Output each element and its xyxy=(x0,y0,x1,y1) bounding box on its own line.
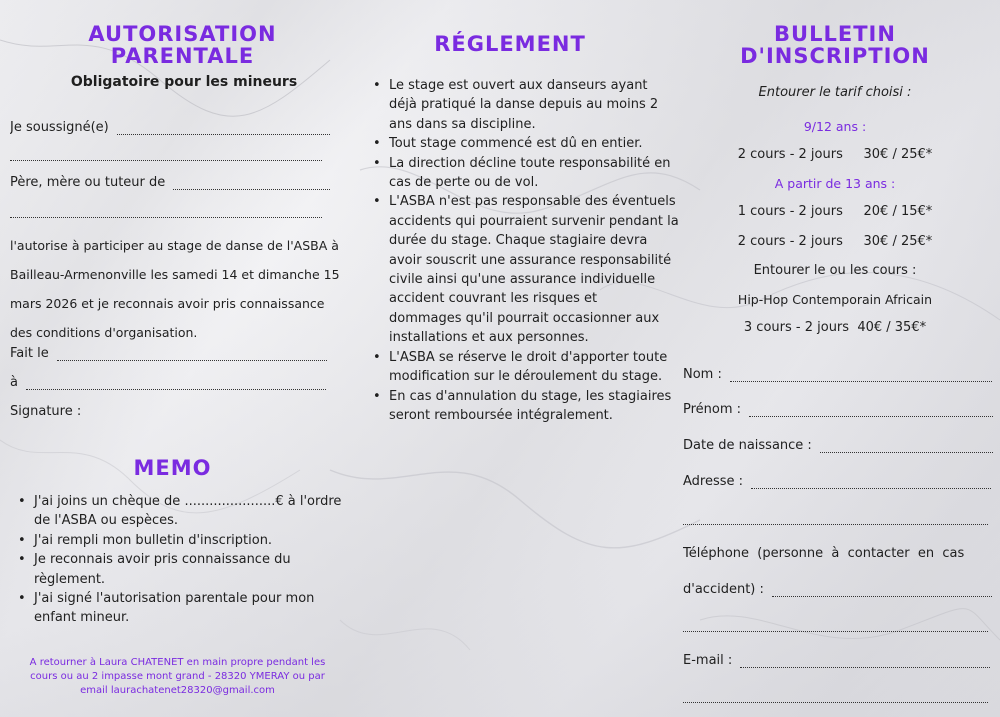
reglement-line: déjà pratiqué la danse depuis au moins 2 xyxy=(389,97,659,113)
memo-item xyxy=(34,531,354,550)
reglement-line: durée du stage. Chaque stagiaire devra xyxy=(389,233,648,249)
tarif-option-1[interactable]: 2 cours - 2 jours 30€ / 25€* xyxy=(737,147,933,162)
tarif-option-3[interactable]: 2 cours - 2 jours 30€ / 25€* xyxy=(737,234,933,249)
reglement-title: RÉGLEMENT xyxy=(434,32,586,56)
naissance-label: Date de naissance : xyxy=(683,438,812,453)
reglement-item xyxy=(389,192,679,347)
prenom-field[interactable] xyxy=(683,402,993,417)
reglement-line: seront remboursée intégralement. xyxy=(389,407,613,423)
reglement-line: dommages qu'il pourrait occasionner aux xyxy=(389,310,660,326)
bulletin-title-line1: BULLETIN xyxy=(774,22,896,46)
autorisation-title-line1: AUTORISATION xyxy=(88,22,277,46)
reglement-list xyxy=(371,76,679,425)
telephone-dotted-line-2 xyxy=(683,619,988,632)
reglement-line: • L'ASBA n'est pas responsable des éventuels xyxy=(389,194,676,210)
memo-list xyxy=(16,492,354,628)
reglement-line: cas de perte ou de vol. xyxy=(389,175,539,191)
telephone-field-line2[interactable] xyxy=(683,617,993,632)
memo-footer xyxy=(10,656,345,698)
memo-item-line: règlement. xyxy=(34,571,106,587)
reglement-line: • La direction décline toute responsabilité en xyxy=(389,155,671,171)
lieu-label: à xyxy=(10,375,18,390)
adresse-dotted-line-2 xyxy=(683,512,988,525)
body-line: Bailleau-Armenonville les samedi 14 et dimanche 15 xyxy=(10,267,340,282)
memo-item-line: • J'ai joins un chèque de ......................€ à l'ordre xyxy=(34,494,342,509)
reglement-line: • Tout stage commencé est dû en entier. xyxy=(389,136,643,152)
adresse-field-line2[interactable] xyxy=(683,510,993,525)
reglement-item xyxy=(389,348,679,387)
email-label: E-mail : xyxy=(683,653,733,668)
memo-item-line: • J'ai signé l'autorisation parentale pour mon xyxy=(34,591,315,607)
reglement-line: • En cas d'annulation du stage, les stagiaires xyxy=(389,388,672,404)
adresse-field[interactable] xyxy=(683,474,993,489)
tarif-option-2[interactable]: 1 cours - 2 jours 20€ / 15€* xyxy=(737,204,933,219)
fait-le-label: Fait le xyxy=(10,346,49,361)
tarif-instruction: Entourer le tarif choisi : xyxy=(758,85,912,100)
telephone-label: Téléphone (personne à contacter en cas xyxy=(683,546,965,561)
cours-options[interactable]: Hip-Hop Contemporain Africain xyxy=(737,292,933,307)
bulletin-title-line2: D'INSCRIPTION xyxy=(740,44,930,68)
tarif-option-4[interactable]: 3 cours - 2 jours 40€ / 35€* xyxy=(743,320,927,335)
naissance-field[interactable] xyxy=(683,438,993,453)
age-group-1: 9/12 ans : xyxy=(803,119,867,134)
body-line: l'autorise à participer au stage de danse de l'ASBA à xyxy=(10,238,339,253)
adresse-dotted-line xyxy=(751,476,991,489)
reglement-item xyxy=(389,76,679,134)
telephone-dotted-line xyxy=(772,584,992,597)
reglement-line: • Le stage est ouvert aux danseurs ayant xyxy=(389,78,648,93)
memo-item-line: de l'ASBA ou espèces. xyxy=(34,513,179,529)
soussigne-dotted-line-2 xyxy=(10,148,322,161)
autorisation-title xyxy=(0,23,365,67)
autorisation-title-line2: PARENTALE xyxy=(110,44,255,68)
reglement-item xyxy=(389,387,679,426)
prenom-label: Prénom : xyxy=(683,402,742,417)
memo-title: MEMO xyxy=(133,456,212,480)
fait-le-dotted-line xyxy=(57,348,327,361)
soussigne-label: Je soussigné(e) xyxy=(10,120,109,135)
body-line: mars 2026 et je reconnais avoir pris connaissance xyxy=(10,296,325,311)
soussigne-field-line2[interactable] xyxy=(10,146,330,161)
footer-line: cours ou au 2 impasse mont grand - 28320 YMERAY ou par xyxy=(30,671,325,682)
reglement-line: avoir souscrit une assurance responsabilité xyxy=(389,252,672,268)
email-dotted-line-2 xyxy=(683,690,988,703)
email-field[interactable] xyxy=(683,653,993,668)
soussigne-field[interactable] xyxy=(10,120,330,135)
reglement-line: installations et aux personnes. xyxy=(389,330,589,346)
nom-field[interactable] xyxy=(683,367,993,382)
telephone-label-2: d'accident) : xyxy=(683,582,764,597)
parent-dotted-line-2 xyxy=(10,205,322,218)
memo-item xyxy=(34,589,354,628)
adresse-label: Adresse : xyxy=(683,474,744,489)
reglement-line: civile ainsi qu'une assurance individuelle xyxy=(389,272,656,288)
memo-item xyxy=(34,492,354,531)
memo-item-line: • J'ai rempli mon bulletin d'inscription. xyxy=(34,532,273,548)
email-dotted-line xyxy=(740,655,990,668)
reglement-line: accidents qui pourraient survenir pendant la xyxy=(389,213,679,229)
footer-email[interactable]: email laurachatenet28320@gmail.com xyxy=(80,685,275,696)
reglement-line: modification sur le déroulement du stage. xyxy=(389,369,663,385)
memo-item xyxy=(34,550,354,589)
prenom-dotted-line xyxy=(749,404,993,417)
autorisation-body xyxy=(10,231,340,347)
naissance-dotted-line xyxy=(820,440,993,453)
parent-dotted-line xyxy=(173,177,330,190)
reglement-line: • L'ASBA se réserve le droit d'apporter toute xyxy=(389,349,668,365)
telephone-field[interactable] xyxy=(683,582,993,597)
autorisation-subtitle: Obligatoire pour les mineurs xyxy=(70,74,298,90)
reglement-item xyxy=(389,134,679,153)
nom-label: Nom : xyxy=(683,367,722,382)
fait-le-field[interactable] xyxy=(10,346,330,361)
parent-field-line2[interactable] xyxy=(10,203,330,218)
reglement-line: accident couvrant les risques et xyxy=(389,291,598,307)
cours-instruction: Entourer le ou les cours : xyxy=(753,263,917,278)
body-line: des conditions d'organisation. xyxy=(10,325,198,340)
footer-line: A retourner à Laura CHATENET en main propre pendant les xyxy=(29,657,326,668)
parent-field[interactable] xyxy=(10,175,330,190)
soussigne-dotted-line xyxy=(117,122,330,135)
bulletin-title xyxy=(675,23,995,67)
age-group-2: A partir de 13 ans : xyxy=(774,176,896,191)
memo-item-line: enfant mineur. xyxy=(34,610,130,626)
reglement-item xyxy=(389,154,679,193)
email-field-line2[interactable] xyxy=(683,688,993,703)
parent-label: Père, mère ou tuteur de xyxy=(10,175,166,190)
reglement-line: ans dans sa discipline. xyxy=(389,116,536,132)
nom-dotted-line xyxy=(730,369,992,382)
lieu-field[interactable] xyxy=(10,375,330,390)
memo-item-line: • Je reconnais avoir pris connaissance du xyxy=(34,552,291,568)
signature-label: Signature : xyxy=(10,404,82,419)
lieu-dotted-line xyxy=(26,377,326,390)
